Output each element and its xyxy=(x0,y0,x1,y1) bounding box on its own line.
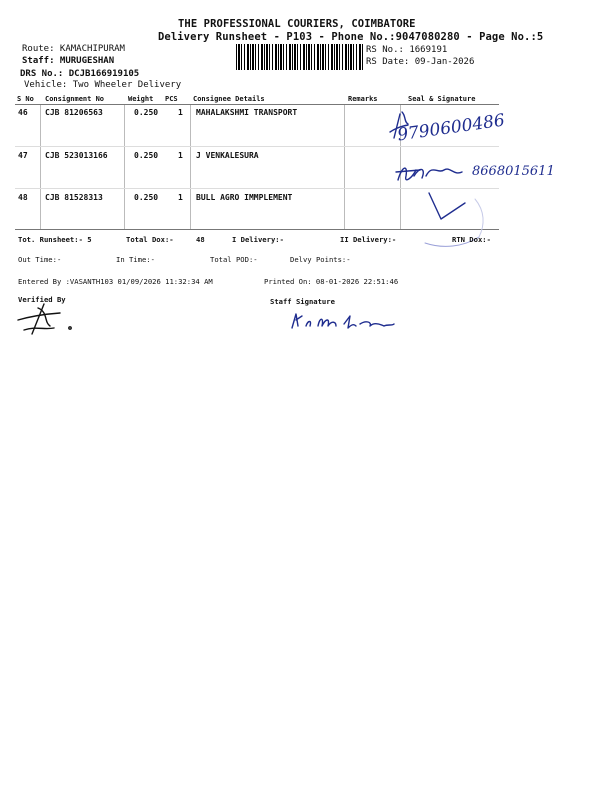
col-consignment: Consignment No xyxy=(45,95,105,103)
row-sno: 46 xyxy=(18,108,28,117)
col-seal-signature: Seal & Signature xyxy=(408,95,476,103)
row-sno: 47 xyxy=(18,151,28,160)
column-divider xyxy=(344,105,345,229)
rtn-dox: RTN Dox:- xyxy=(452,235,491,244)
row-pcs: 1 xyxy=(178,193,183,202)
total-dox-value: 48 xyxy=(196,235,205,244)
company-title: THE PROFESSIONAL COURIERS, COIMBATORE xyxy=(178,18,416,30)
handwritten-phone-row-47: 8668015611 xyxy=(472,164,555,179)
row-consignee: MAHALAKSHMI TRANSPORT xyxy=(196,108,298,117)
verified-by-label: Verified By xyxy=(18,295,66,304)
route-label: Route: KAMACHIPURAM xyxy=(22,44,125,54)
row-weight: 0.250 xyxy=(134,151,159,160)
staff-signature-label: Staff Signature xyxy=(270,297,335,306)
rs-date: RS Date: 09-Jan-2026 xyxy=(366,57,475,67)
row-weight: 0.250 xyxy=(134,193,159,202)
table-header-rule xyxy=(15,104,499,105)
row-sno: 48 xyxy=(18,193,28,202)
row-pcs: 1 xyxy=(178,108,183,117)
rs-number: RS No.: 1669191 xyxy=(366,45,448,55)
row-consignment: CJB 81206563 xyxy=(45,108,103,117)
printed-on: Printed On: 08-01-2026 22:51:46 xyxy=(264,277,399,286)
i-delivery: I Delivery:- xyxy=(232,235,284,244)
ii-delivery: II Delivery:- xyxy=(340,235,397,244)
row-weight: 0.250 xyxy=(134,108,159,117)
column-divider xyxy=(40,105,41,229)
col-pcs: PCS xyxy=(165,95,178,103)
row-pcs: 1 xyxy=(178,151,183,160)
runsheet-heading: Delivery Runsheet - P103 - Phone No.:9047080280 - Page No.:5 xyxy=(158,31,544,43)
row-consignee: BULL AGRO IMMPLEMENT xyxy=(196,193,293,202)
tot-runsheet: Tot. Runsheet:- 5 xyxy=(18,235,92,244)
col-consignee: Consignee Details xyxy=(193,95,265,103)
col-sno: S No xyxy=(17,95,34,103)
row-consignee: J VENKALESURA xyxy=(196,151,259,160)
out-time: Out Time:- xyxy=(18,255,62,264)
delvy-points: Delvy Points:- xyxy=(290,255,351,264)
in-time: In Time:- xyxy=(116,255,155,264)
staff-signature xyxy=(288,308,398,336)
handwritten-signature-row-47 xyxy=(392,158,472,188)
handwritten-phone-row-46: 9790600486 xyxy=(396,110,507,146)
column-divider xyxy=(124,105,125,229)
col-remarks: Remarks xyxy=(348,95,378,103)
staff-label: Staff: MURUGESHAN xyxy=(22,56,115,66)
verifier-signature xyxy=(14,300,84,340)
row-consignment: CJB 523013166 xyxy=(45,151,108,160)
column-divider xyxy=(190,105,191,229)
total-pod: Total POD:- xyxy=(210,255,258,264)
row-consignment: CJB 81528313 xyxy=(45,193,103,202)
col-weight: Weight xyxy=(128,95,154,103)
entered-by: Entered By :VASANTH103 01/09/2026 11:32:34 AM xyxy=(18,277,213,286)
barcode xyxy=(236,44,364,70)
vehicle-label: Vehicle: Two Wheeler Delivery xyxy=(24,80,182,90)
total-dox-label: Total Dox:- xyxy=(126,235,174,244)
drs-number: DRS No.: DCJB166919105 xyxy=(20,69,140,79)
